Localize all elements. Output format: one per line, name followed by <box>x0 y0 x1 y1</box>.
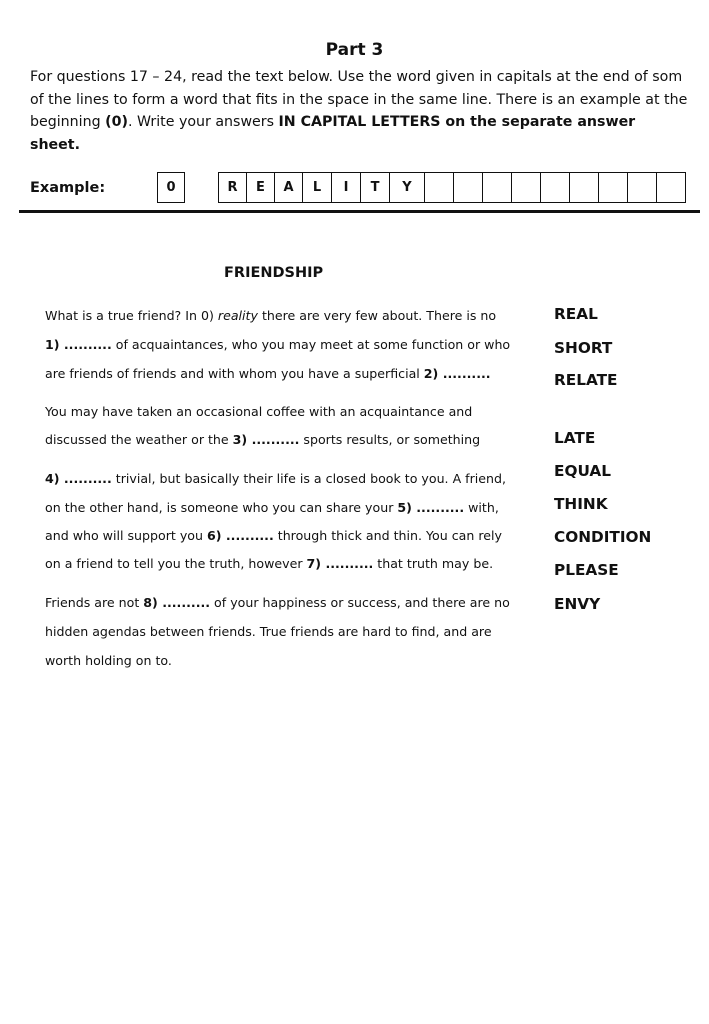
text-fragment: with, <box>464 500 499 515</box>
text-line <box>45 471 506 486</box>
gap-marker: 5) .......... <box>397 500 465 515</box>
keyword-equal: EQUAL <box>554 462 611 480</box>
text-fragment: of acquaintances, who you may meet at some function or who <box>111 337 511 352</box>
text-line <box>45 624 492 639</box>
answer-letter-box: E <box>246 172 275 203</box>
text-line <box>45 432 480 447</box>
text-fragment: trivial, but basically their life is a closed book to you. A friend, <box>111 471 507 486</box>
text-fragment: through thick and thin. You can rely <box>273 528 502 543</box>
answer-letter-box <box>656 172 686 203</box>
text-line <box>45 595 510 610</box>
keyword-please: PLEASE <box>554 561 619 579</box>
text-line <box>45 366 491 381</box>
text-fragment: worth holding on to. <box>45 653 172 668</box>
gap-marker: 7) .......... <box>306 556 374 571</box>
answer-letter-box <box>453 172 483 203</box>
gap-marker: 8) .......... <box>143 595 211 610</box>
keyword-relate: RELATE <box>554 371 618 389</box>
answer-letter-box: A <box>274 172 303 203</box>
gap-marker: 3) .......... <box>232 432 300 447</box>
text-fragment: of your happiness or success, and there are no <box>210 595 510 610</box>
text-fragment: there are very few about. There is no <box>257 308 497 323</box>
text-fragment: are friends of friends and with whom you have a superficial <box>45 366 424 381</box>
keyword-think: THINK <box>554 495 608 513</box>
instructions-text-2: . Write your answers <box>127 114 279 130</box>
text-line <box>45 337 510 352</box>
text-fragment: Friends are not <box>45 595 144 610</box>
text-line <box>45 556 493 571</box>
text-fragment: discussed the weather or the <box>45 432 233 447</box>
instructions-bold: IN CAPITAL LETTERS on the separate answer sheet. <box>30 114 636 153</box>
answer-letter-box: R <box>218 172 247 203</box>
text-line <box>45 308 496 323</box>
instructions-text: For questions 17 – 24, read the text below. Use the word given in capitals at the end of som of the lines to form a word that fits in the space in the same line. There is an example at the beginning <box>30 69 688 130</box>
example-answer: reality <box>217 308 258 323</box>
gap-marker: 2) .......... <box>423 366 491 381</box>
answer-letter-box <box>569 172 599 203</box>
text-line <box>45 404 472 419</box>
answer-letter-box: L <box>302 172 332 203</box>
answer-letter-box: T <box>360 172 390 203</box>
answer-letter-box <box>424 172 454 203</box>
keyword-late: LATE <box>554 429 596 447</box>
text-fragment: on the other hand, is someone who you can share your <box>45 500 398 515</box>
text-fragment: You may have taken an occasional coffee with an acquaintance and <box>45 404 473 419</box>
answer-letter-box <box>540 172 570 203</box>
gap-marker: 1) .......... <box>45 337 112 352</box>
gap-marker: 4) .......... <box>45 471 112 486</box>
keyword-envy: ENVY <box>554 595 601 613</box>
example-number-box: 0 <box>157 172 185 203</box>
answer-letter-box: I <box>331 172 361 203</box>
instructions-example-ref: (0) <box>105 114 128 130</box>
divider <box>19 210 700 213</box>
text-fragment: on a friend to tell you the truth, however <box>45 556 307 571</box>
text-line <box>45 500 499 515</box>
text-fragment: sports results, or something <box>299 432 481 447</box>
text-title: FRIENDSHIP <box>224 265 324 281</box>
keyword-condition: CONDITION <box>554 528 652 546</box>
gap-marker: 6) .......... <box>207 528 274 543</box>
text-line <box>45 528 502 543</box>
text-fragment: that truth may be. <box>373 556 494 571</box>
instructions <box>30 66 690 156</box>
keyword-short: SHORT <box>554 339 613 357</box>
text-fragment: What is a true friend? In 0) <box>45 308 218 323</box>
answer-letter-box: Y <box>389 172 425 203</box>
keyword-real: REAL <box>554 305 598 323</box>
answer-letter-box <box>598 172 628 203</box>
answer-letter-box <box>482 172 512 203</box>
text-fragment: hidden agendas between friends. True friends are hard to find, and are <box>45 624 492 639</box>
answer-letter-box <box>511 172 541 203</box>
text-fragment: and who will support you <box>45 528 207 543</box>
example-label: Example: <box>30 180 106 196</box>
text-line <box>45 653 172 668</box>
answer-letter-box <box>627 172 657 203</box>
part-title: Part 3 <box>325 40 384 60</box>
